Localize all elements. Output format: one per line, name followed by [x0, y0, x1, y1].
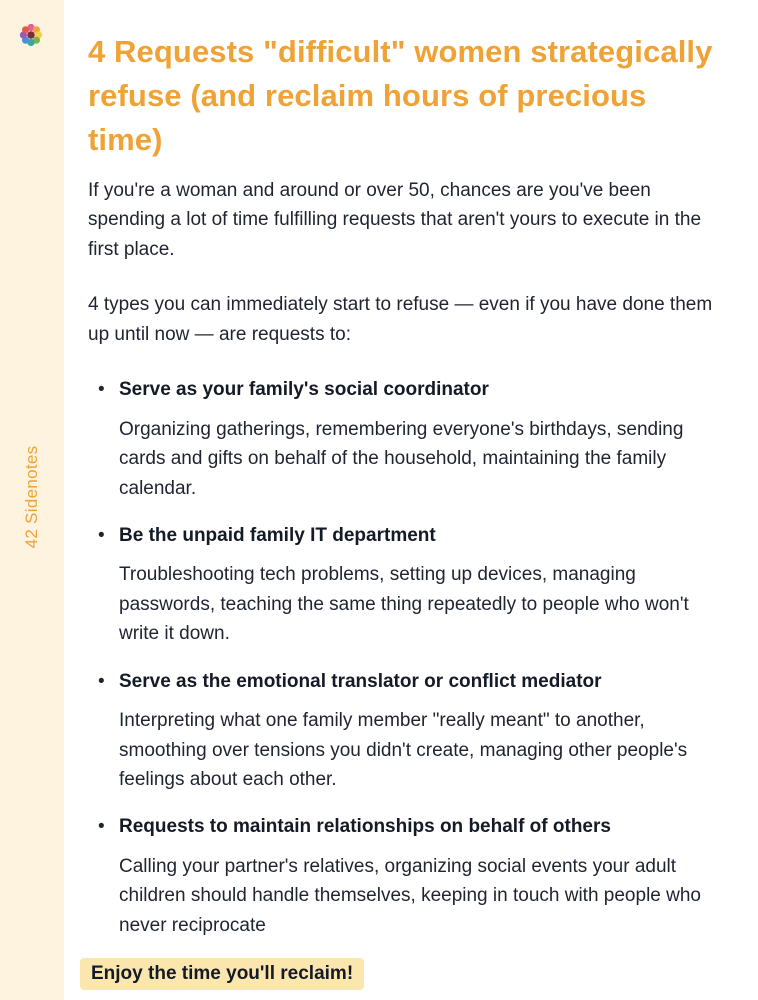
- list-item: [88, 812, 728, 940]
- brand-vertical-label: 42 Sidenotes: [22, 445, 41, 549]
- callout-highlight: Enjoy the time you'll reclaim!: [80, 958, 364, 990]
- list-item-body: Organizing gatherings, remembering everyone's birthdays, sending cards and gifts on behalf of the household, maintaining the family calendar.: [119, 418, 684, 499]
- bullet-dot: •: [98, 670, 105, 692]
- brand-flower-icon: [18, 22, 44, 48]
- list-item-heading: Serve as your family's social coordinator: [119, 379, 489, 401]
- list-item-body: Troubleshooting tech problems, setting up devices, managing passwords, teaching the same thing repeatedly to people who won't write it down.: [119, 564, 689, 645]
- list-intro-paragraph: 4 types you can immediately start to refuse — even if you have done them up until now — are requests to:: [88, 294, 713, 345]
- list-item-heading: Be the unpaid family IT department: [119, 524, 436, 546]
- intro-paragraph: If you're a woman and around or over 50, chances are you've been spending a lot of time fulfilling requests that aren't yours to execute in the first place.: [88, 180, 702, 260]
- list-item: [88, 375, 728, 503]
- sidebar: [0, 0, 64, 1000]
- bullet-list: [88, 375, 728, 940]
- list-item: [88, 667, 728, 795]
- list-item-body: Interpreting what one family member "really meant" to another, smoothing over tensions you didn't create, managing other people's feelings about each other.: [119, 710, 688, 791]
- bullet-dot: •: [98, 379, 105, 401]
- list-item-heading: Requests to maintain relationships on behalf of others: [119, 816, 611, 838]
- callout-container: [80, 958, 728, 990]
- list-item-heading: Serve as the emotional translator or conflict mediator: [119, 670, 602, 692]
- bullet-dot: •: [98, 524, 105, 546]
- list-item: [88, 521, 728, 649]
- page-title: 4 Requests "difficult" women strategically refuse (and reclaim hours of precious time): [88, 34, 713, 158]
- bullet-dot: •: [98, 816, 105, 838]
- list-item-body: Calling your partner's relatives, organizing social events your adult children should handle themselves, keeping in touch with people who never reciprocate: [119, 855, 701, 936]
- main-content: [64, 0, 758, 1000]
